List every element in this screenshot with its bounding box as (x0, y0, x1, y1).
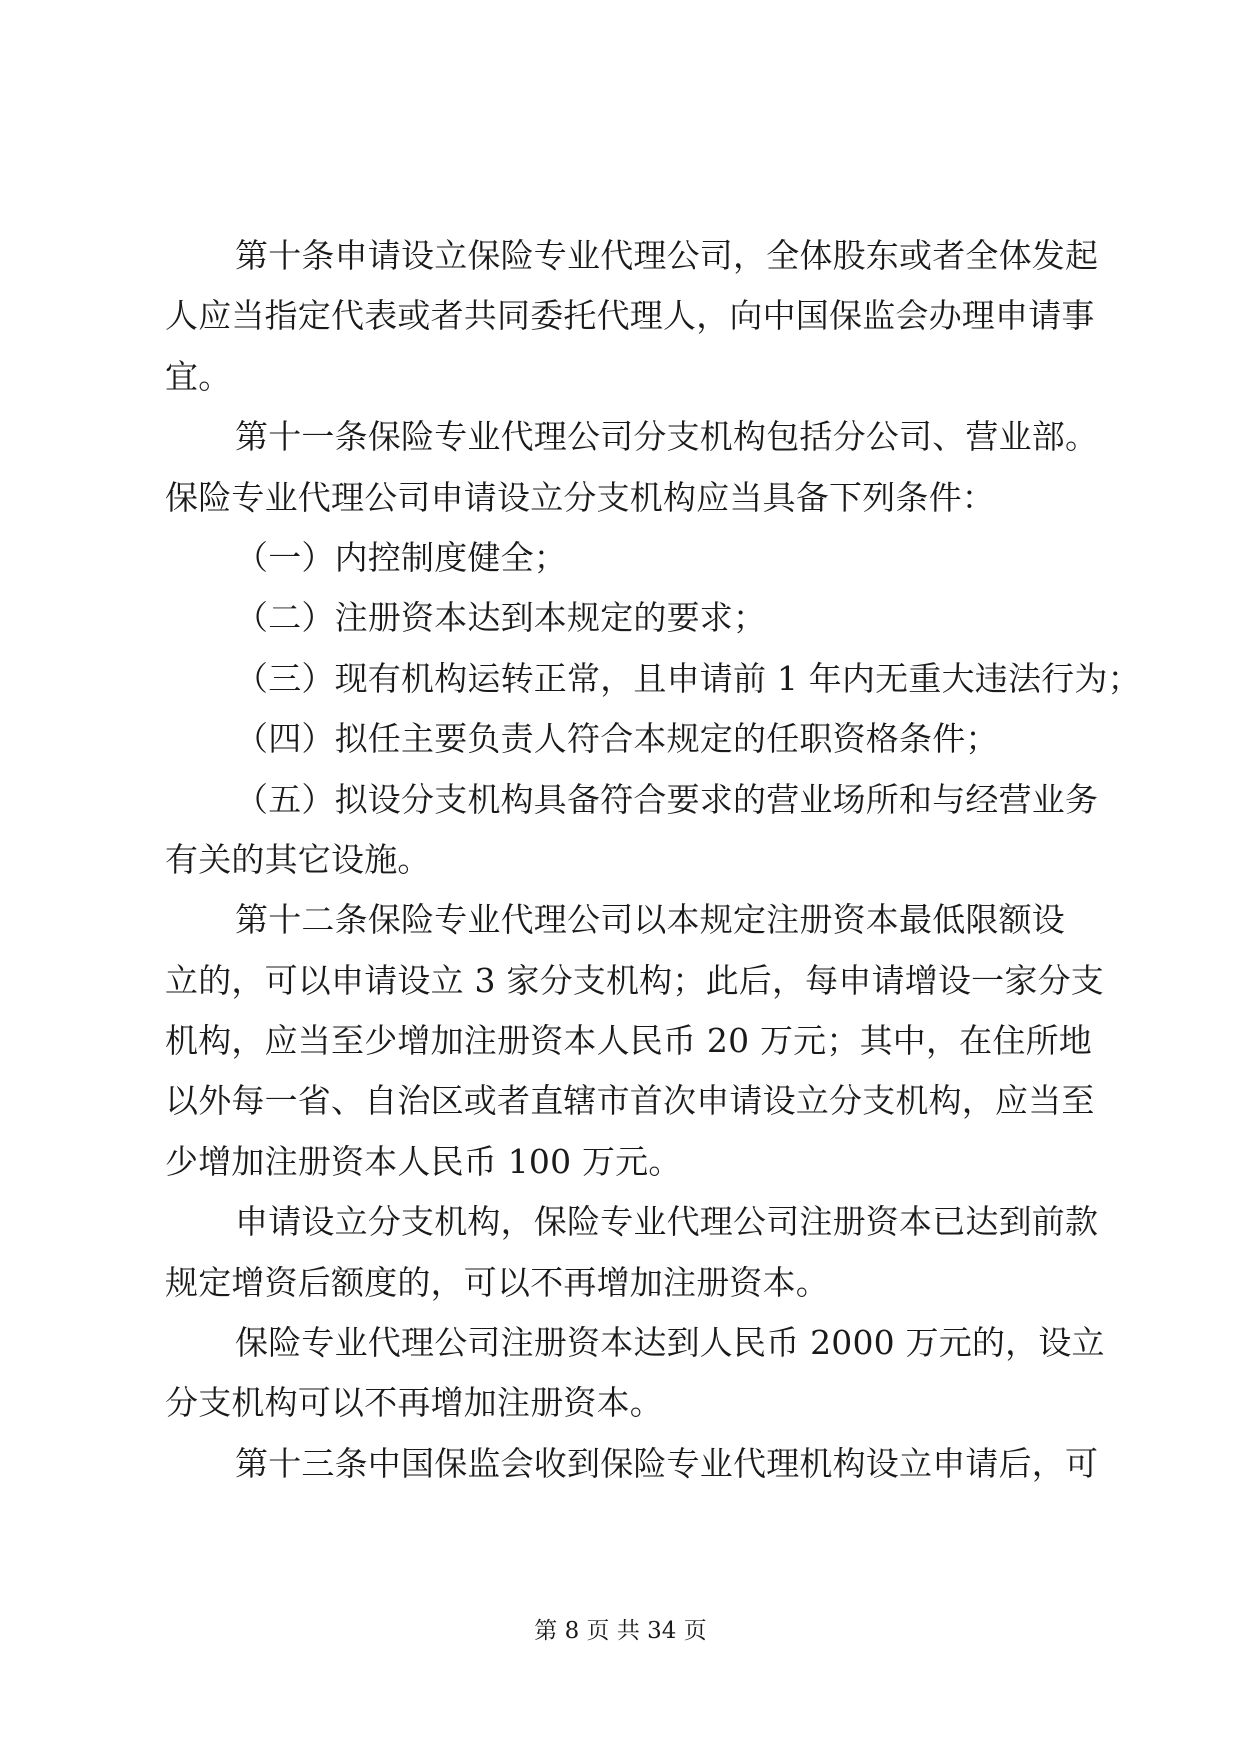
paragraph-increase-line-2: 规定增资后额度的，可以不再增加注册资本。 (165, 1262, 829, 1302)
condition-item-3: （三）现有机构运转正常，且申请前 1 年内无重大违法行为； (235, 658, 1141, 698)
article-12-line-3: 机构，应当至少增加注册资本人民币 20 万元；其中，在住所地 (165, 1021, 1092, 1061)
article-11-line-2: 保险专业代理公司申请设立分支机构应当具备下列条件： (165, 477, 995, 517)
paragraph-2000-line-2: 分支机构可以不再增加注册资本。 (165, 1383, 663, 1423)
article-13-line-1: 第十三条中国保监会收到保险专业代理机构设立申请后，可 (235, 1443, 1099, 1483)
condition-item-2: （二）注册资本达到本规定的要求； (235, 598, 767, 638)
condition-item-5-line-2: 有关的其它设施。 (165, 839, 431, 879)
paragraph-2000-line-1: 保险专业代理公司注册资本达到人民币 2000 万元的，设立 (235, 1323, 1105, 1363)
article-10-line-2: 人应当指定代表或者共同委托代理人，向中国保监会办理申请事 (165, 296, 1095, 336)
condition-item-1: （一）内控制度健全； (235, 537, 567, 577)
article-10-line-1: 第十条申请设立保险专业代理公司，全体股东或者全体发起 (235, 236, 1099, 275)
condition-item-4: （四）拟任主要负责人符合本规定的任职资格条件； (235, 719, 999, 759)
page-footer (0, 1612, 1241, 1645)
paragraph-increase-line-1: 申请设立分支机构，保险专业代理公司注册资本已达到前款 (235, 1202, 1099, 1242)
article-12-line-1: 第十二条保险专业代理公司以本规定注册资本最低限额设 (235, 900, 1065, 940)
article-11-line-1: 第十一条保险专业代理公司分支机构包括分公司、营业部。 (235, 417, 1099, 457)
condition-item-5-line-1: （五）拟设分支机构具备符合要求的营业场所和与经营业务 (235, 779, 1099, 819)
body-text (165, 226, 1141, 1494)
article-12-line-5: 少增加注册资本人民币 100 万元。 (165, 1141, 682, 1181)
article-12-line-2: 立的，可以申请设立 3 家分支机构；此后，每申请增设一家分支 (165, 960, 1104, 1000)
article-10-line-3: 宜。 (165, 356, 232, 396)
page-number-label: 第 8 页 共 34 页 (534, 1618, 707, 1644)
article-12-line-4: 以外每一省、自治区或者直辖市首次申请设立分支机构，应当至 (165, 1081, 1095, 1121)
